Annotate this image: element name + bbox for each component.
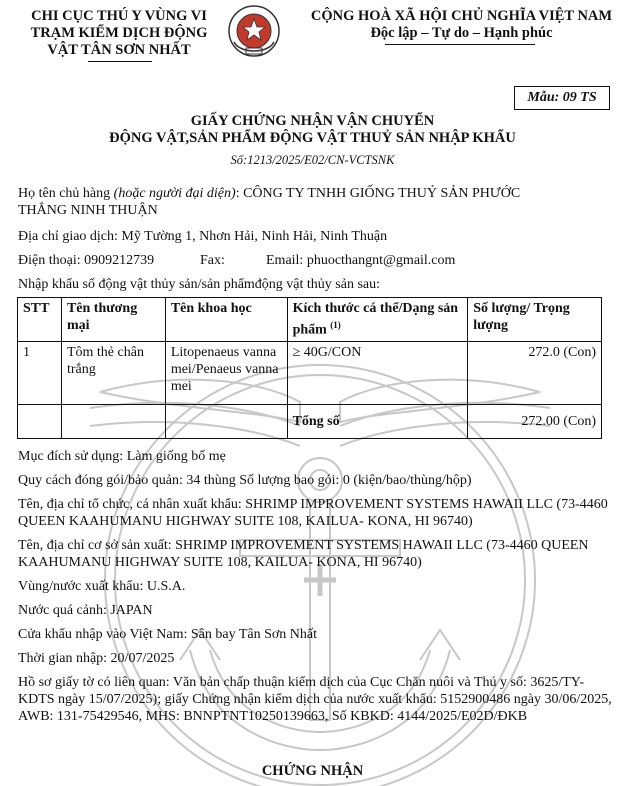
col-sci-name: Tên khoa học <box>165 298 287 342</box>
col-size-label: Kích thước cá thể/Dạng sản phẩm <box>292 301 459 338</box>
import-intro: Nhập khẩu số động vật thủy sản/sản phẩmđộng vật thủy sản sau: <box>18 277 381 292</box>
document-number: Số:1213/2025/E02/CN-VCTSNK <box>230 153 395 167</box>
col-size-sup: (1) <box>330 320 341 330</box>
contact-line <box>18 252 618 269</box>
org-line-1: CHI CỤC THÚ Y VÙNG VI <box>31 8 207 24</box>
certify-heading: CHỨNG NHẬN <box>261 763 364 779</box>
col-stt: STT <box>18 298 62 342</box>
phone-text: Điện thoại: 0909212739 <box>18 253 155 268</box>
form-number-box: Mẫu: 09 TS <box>514 86 610 110</box>
col-size <box>287 298 468 342</box>
issuing-organization <box>4 8 234 59</box>
total-label: Tổng số <box>287 404 468 438</box>
org-line-2: TRẠM KIỂM DỊCH ĐỘNG <box>30 25 208 41</box>
document-title <box>0 113 625 147</box>
title-line-2: ĐỘNG VẬT,SẢN PHẨM ĐỘNG VẬT THUỶ SẢN NHẬP KHẨU <box>109 130 516 146</box>
national-header <box>298 8 625 42</box>
origin-line: Vùng/nước xuất khẩu: U.S.A. <box>18 579 186 594</box>
org-line-3: VẬT TÂN SƠN NHẤT <box>47 42 191 58</box>
motto-underline <box>385 44 535 45</box>
table-header-row <box>18 298 602 342</box>
country-motto: Độc lập – Tự do – Hạnh phúc <box>370 25 553 41</box>
goods-table <box>17 297 602 439</box>
cell-sci-name: Litopenaeus vannamei/Penaeus vannamei <box>165 341 287 404</box>
owner-label: Họ tên chủ hàng <box>18 186 111 201</box>
cell-size: ≥ 40G/CON <box>287 341 468 404</box>
related-docs-line: Hồ sơ giấy tờ có liên quan: Văn bản chấp thuận kiểm dịch của Cục Chăn nuôi và Thú y số: 3625/TY-KDTS ngày 15/07/2025); giấy Chứng nhận kiểm dịch của nước xuất khẩu: 5152900486 ngày 30/06/2025, AWB: 131-75429546, MHS: BNNPTNT10250139663, Số KBKD: 4144/2025/E02D/ĐKB <box>18 675 612 724</box>
cell-stt: 1 <box>18 341 62 404</box>
total-value: 272.00 (Con) <box>468 404 602 438</box>
owner-line <box>18 185 618 202</box>
fax-text: Fax: <box>200 253 225 268</box>
col-trade-name: Tên thương mại <box>61 298 165 342</box>
owner-value-cont: THẮNG NINH THUẬN <box>18 203 158 218</box>
state-emblem-icon <box>226 2 282 62</box>
cell-qty: 272.0 (Con) <box>468 341 602 404</box>
transit-line: Nước quá cảnh: JAPAN <box>18 603 153 618</box>
org-underline <box>88 61 152 62</box>
owner-label-note: (hoặc người đại diện) <box>113 186 236 201</box>
exporter-line: Tên, địa chỉ tổ chức, cá nhân xuất khẩu: SHRIMP IMPROVEMENT SYSTEMS HAWAII LLC (73-4460 QUEEN KAAHUMANU HIGHWAY SUITE 108, KAILUA- KONA, HI 96740) <box>18 497 608 529</box>
import-date-line: Thời gian nhập: 20/07/2025 <box>18 651 175 666</box>
cell-trade-name: Tôm thẻ chân trắng <box>61 341 165 404</box>
packing-line: Quy cách đóng gói/bảo quản: 34 thùng Số lượng bao gói: 0 (kiện/bao/thùng/hộp) <box>18 473 472 488</box>
owner-value: : CÔNG TY TNHH GIỐNG THUỶ SẢN PHƯỚC <box>235 186 521 201</box>
title-line-1: GIẤY CHỨNG NHẬN VẬN CHUYỂN <box>190 113 435 129</box>
country-name: CỘNG HOÀ XÃ HỘI CHỦ NGHĨA VIỆT NAM <box>310 8 613 24</box>
table-row <box>18 341 602 404</box>
purpose-line: Mục đích sử dụng: Làm giống bố mẹ <box>18 449 226 464</box>
address-line: Địa chỉ giao dịch: Mỹ Tường 1, Nhơn Hải, Ninh Hải, Ninh Thuận <box>18 229 388 244</box>
entry-gate-line: Cửa khẩu nhập vào Việt Nam: Sân bay Tân Sơn Nhất <box>18 627 318 642</box>
col-qty: Số lượng/ Trọng lượng <box>468 298 602 342</box>
table-total-row <box>18 404 602 438</box>
email-text: Email: phuocthangnt@gmail.com <box>266 253 456 268</box>
producer-line: Tên, địa chỉ cơ sở sản xuất: SHRIMP IMPROVEMENT SYSTEMS HAWAII LLC (73-4460 QUEEN KAAHUMANU HIGHWAY SUITE 108, KAILUA- KONA, HI 96740) <box>18 538 589 570</box>
